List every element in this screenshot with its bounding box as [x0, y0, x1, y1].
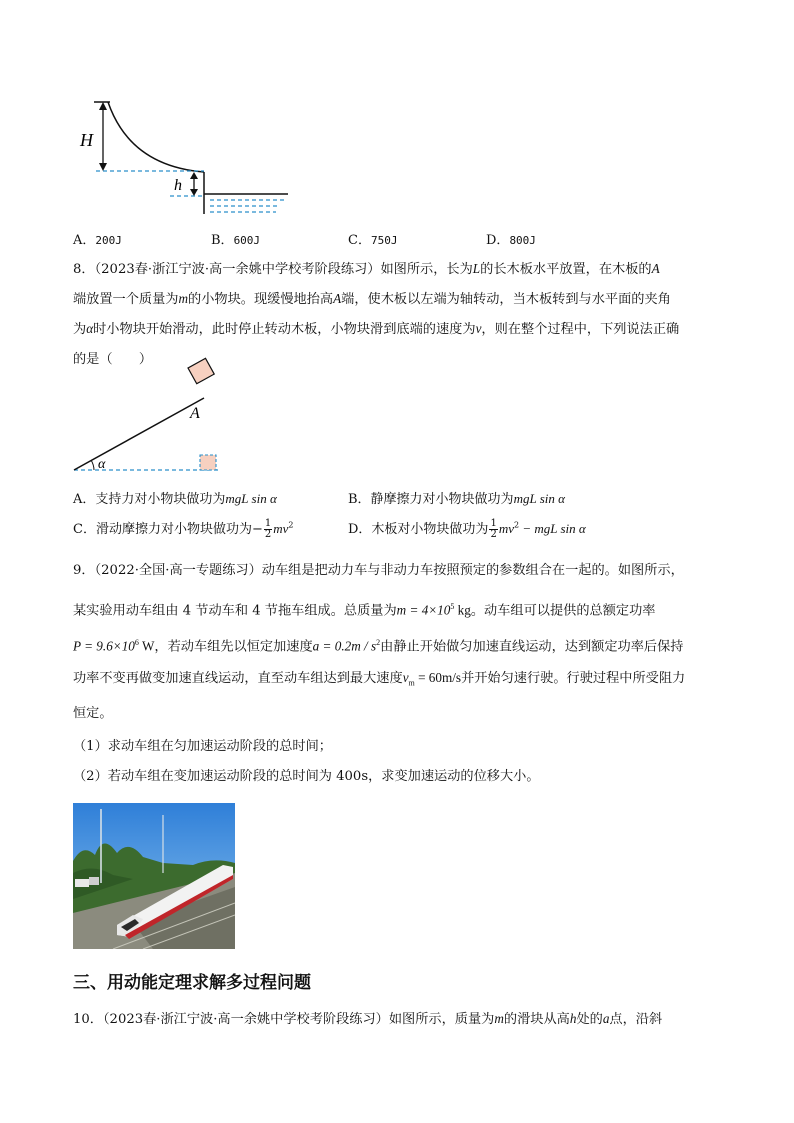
q10-line-1: 10．（2023春·浙江宁波·高一余姚中学校考阶段练习）如图所示，质量为m的滑块从高h处的a点，沿斜 — [73, 1011, 663, 1027]
q8-option-c: C．滑动摩擦力对小物块做功为− $\frac{1}{2}$ $mv^2$ — [73, 518, 294, 540]
q9-line-5: 恒定。 — [73, 706, 113, 721]
q9-line-2: 某实验用动车组由 4 节动车和 4 节拖车组成。总质量为$m = 4\times 10^5$ kg。动车组可以提供的总额定功率 — [73, 602, 656, 619]
q8-line-2: 端放置一个质量为m的小物块。现缓慢地抬高A端，使木板以左端为轴转动，当木板转到与水平面的夹角 — [73, 291, 671, 307]
q9-line-3: $P = 9.6\times 10^6$ W，若动车组先以恒定加速度$a = 0.2m / s^2$由静止开始做匀加速直线运动，达到额定功率后保持 — [73, 638, 684, 655]
q9-line-4: 功率不变再做变加速直线运动，直至动车组达到最大速度$v_m = 60m/s$并开始匀速行驶。行驶过程中所受阻力 — [73, 670, 686, 688]
q7-figure — [70, 96, 300, 220]
q8-option-d: D．木板对小物块做功为 $\frac{1}{2}$ $mv^2$ − mgL sin α — [348, 518, 586, 540]
fig8-label-alpha: α — [98, 457, 106, 472]
q7-option-d: D．800J — [486, 233, 536, 248]
q8-line-1: 8．（2023春·浙江宁波·高一余姚中学校考阶段练习）如图所示，长为L的长木板水平放置，在木板的A — [73, 261, 660, 277]
train-photo — [73, 803, 235, 949]
q7-option-c: C．750J — [348, 233, 398, 248]
q7-option-b: B．600J — [211, 233, 261, 248]
q9-subquestion-1: （1）求动车组在匀加速运动阶段的总时间； — [73, 739, 332, 754]
q9-line-1: 9．（2022·全国·高一专题练习）动车组是把动力车与非动力车按照预定的参数组合在一起的。如图所示， — [73, 563, 684, 578]
q9-subquestion-2: （2）若动车组在变加速运动阶段的总时间为 400s，求变加速运动的位移大小。 — [73, 769, 540, 784]
q8-option-b: B．静摩擦力对小物块做功为mgL sin α — [348, 491, 565, 507]
q8-line-4: 的是（ ） — [73, 352, 153, 367]
q8-line-3: 为α时小物块开始滑动，此时停止转动木板，小物块滑到底端的速度为v，则在整个过程中，下列说法正确 — [73, 321, 680, 337]
q8-option-a: A．支持力对小物块做功为mgL sin α — [73, 491, 277, 507]
fig7-label-H: H — [80, 130, 93, 150]
q7-option-a: A．200J — [73, 233, 122, 248]
q8-figure — [70, 352, 230, 476]
fig7-label-h: h — [174, 177, 182, 194]
section-title: 三、用动能定理求解多过程问题 — [73, 973, 311, 993]
fig8-label-A: A — [190, 405, 200, 422]
